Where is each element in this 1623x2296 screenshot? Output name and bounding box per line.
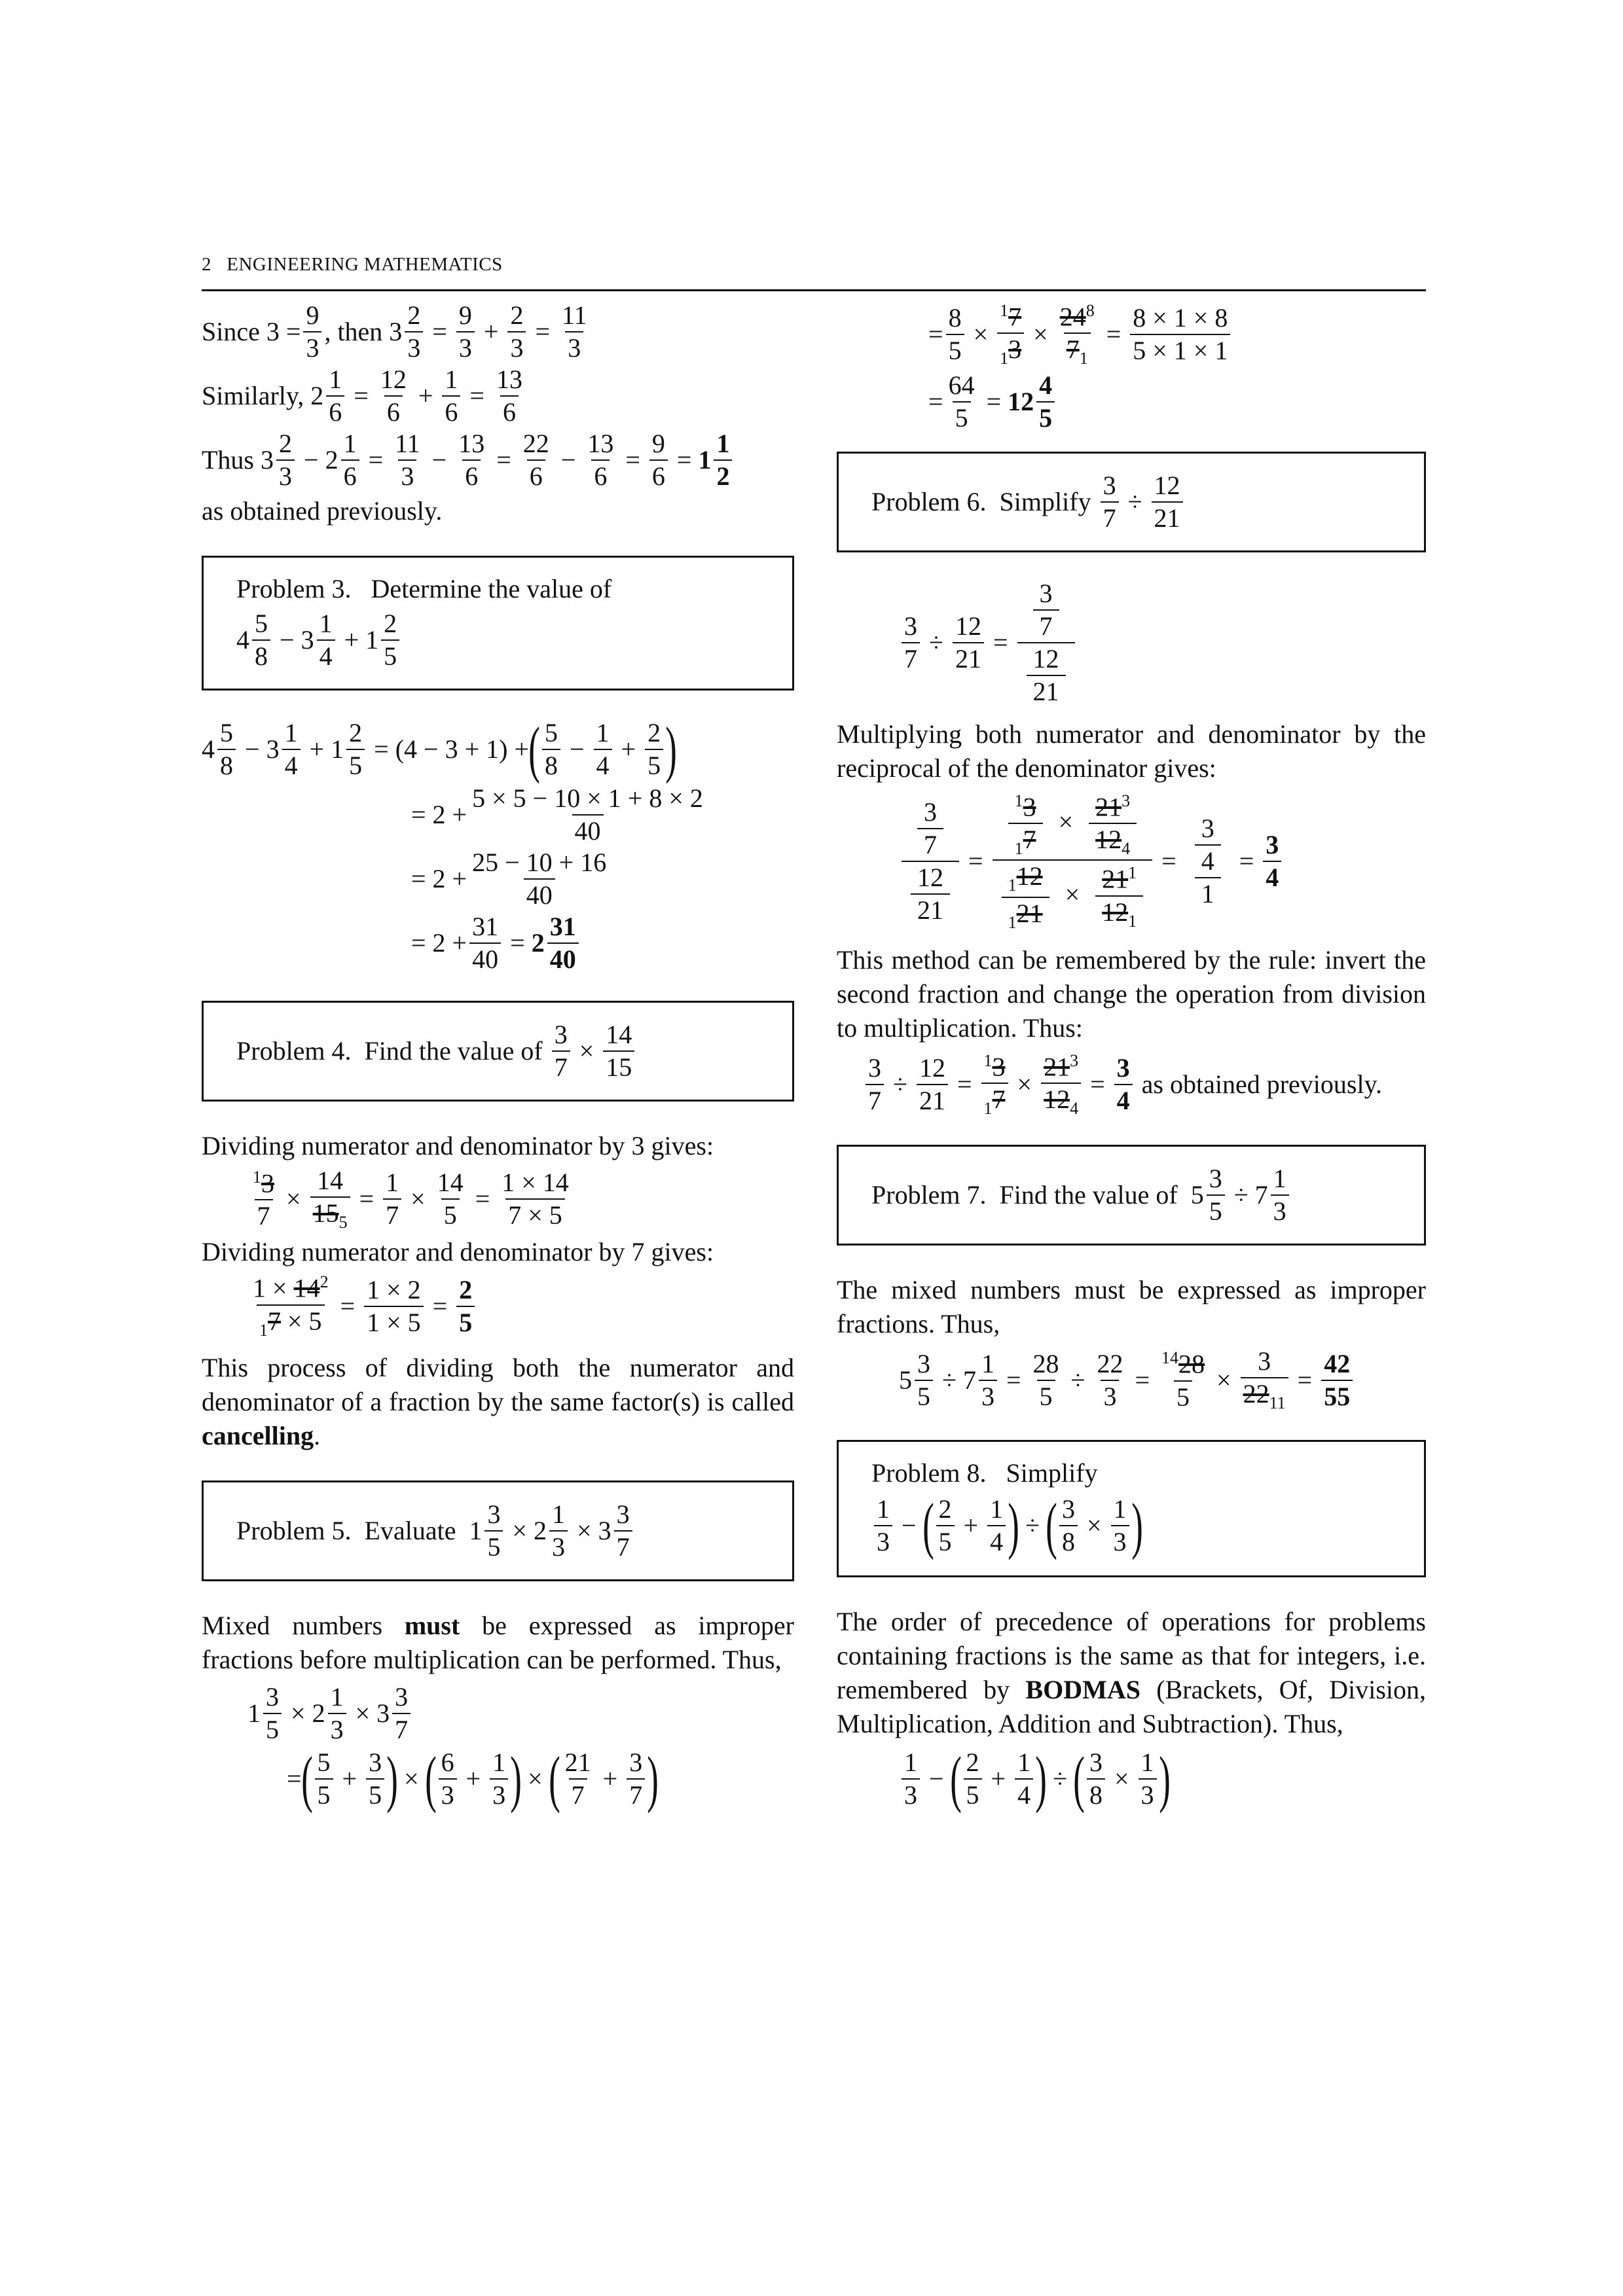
problem-3-expression: 4 $\frac{5}{8}$ − 3 $\frac{1}{4}$ + 1 $\frac{2}{5}$: [236, 610, 759, 670]
problem-3-text: Determine the value of: [371, 574, 612, 603]
problem-5-box: Problem 5. Evaluate 1 $\frac{3}{5}$ × 2 $\frac{1}{3}$ × 3 $\frac{3}{7}$: [202, 1480, 794, 1581]
header-rule: [202, 289, 1426, 291]
problem-3-solution-line-1: 4 $\frac{5}{8}$ − 3 $\frac{1}{4}$ + 1 $\frac{2}{5}$ = (4 − 3 + 1) + ( $\frac{5}{8}$ − $\frac{1}{4}$ + $\frac{2}{5}$ ): [202, 714, 677, 784]
mixed-numbers-paragraph: Mixed numbers must be expressed as improper fractions before multiplication can be performed. Thus,: [202, 1610, 795, 1674]
problem-3-solution-line-3: = 2 + $\frac{25 - 10 + 16}{40}$: [411, 848, 607, 910]
problem-8-label: Problem 8.: [871, 1458, 987, 1488]
as-obtained-right: as obtained previously.: [1141, 1069, 1382, 1100]
problem-6-solution-line-1: $\frac{3}{7}$ ÷ $\frac{12}{21}$ = $\frac{\frac{3}{7}}{\frac{12}{21}}$: [899, 580, 1426, 706]
problem-6-label: Problem 6.: [871, 486, 987, 516]
similarly-equation: Similarly, 2 $\frac{1}{6}$ = $\frac{12}{6}$ + $\frac{1}{6}$ = $\frac{13}{6}$: [202, 365, 522, 427]
problem-7-box: Problem 7. Find the value of 5 $\frac{3}{5}$ ÷ 7 $\frac{1}{3}$: [837, 1145, 1426, 1246]
mixed-improper-paragraph: The mixed numbers must be expressed as improper fractions. Thus,: [837, 1275, 1426, 1339]
problem-4-label: Problem 4.: [236, 1036, 352, 1066]
problem-7-label: Problem 7.: [871, 1180, 987, 1210]
problem-5-solution-line-1: 1 $\frac{3}{5}$ × 2 $\frac{1}{3}$ × 3 $\frac{3}{7}$: [247, 1683, 794, 1744]
problem-3-box: [202, 556, 794, 691]
problem-4-box: Problem 4. Find the value of $\frac{3}{7}$ × $\frac{14}{15}$: [202, 1001, 794, 1102]
cancelling-term: cancelling: [202, 1420, 314, 1450]
dividing-by-7-equation: $\frac{1 \times 14^2}{_17 \times 5}$ = $\frac{1 \times 2}{1 \times 5}$ = $\frac{2}{5}$: [247, 1273, 794, 1339]
left-column: [202, 298, 794, 1814]
problem-3-solution-line-2: = 2 + $\frac{5 \times 5 - 10 \times 1 + 8 \times 2}{40}$: [411, 783, 703, 846]
dividing-by-7-text: Dividing numerator and denominator by 7 gives:: [202, 1237, 714, 1267]
problem-5-solution-line-4: = $\frac{64}{5}$ = 12 $\frac{4}{5}$: [928, 372, 1426, 432]
problem-8-expression: $\frac{1}{3}$ − ( $\frac{2}{5}$ + $\frac{1}{4}$ ) ÷ ( $\frac{3}{8}$ × $\frac{1}{3}$ ): [871, 1494, 1391, 1557]
problem-5-solution-line-3: = $\frac{8}{5}$ × $\frac{^17}{_13}$ × $\frac{24^8}{7_1}$ = $\frac{8 \times 1 \times 8}{5 \times 1 \times 1}$: [928, 302, 1426, 368]
dividing-by-3-equation: $\frac{^13}{7}$ × $\frac{14}{15_5}$ = $\frac{1}{7}$ × $\frac{14}{5}$ = $\frac{1 \times 14}{7 \times 5}$: [253, 1166, 569, 1232]
problem-6-solution-line-3: $\frac{3}{7}$ ÷ $\frac{12}{21}$ = $\frac{^13}{_17}$ × $\frac{21^3}{12_4}$ = $\frac{3}{4}$ as obtained previously.: [863, 1052, 1426, 1118]
problem-6-solution-line-2: $\frac{\frac{3}{7}}{\frac{12}{21}}$ = $\frac{^13}{_17}$ × $\frac{21^3}{12_4}$ $\frac{_112}{_121}$ × $\frac{21^1}{12_1}$ = $\frac{\frac{3}{4}}{1}$ = $\frac{3}{4}$: [899, 792, 1426, 931]
cancelling-paragraph: This process of dividing both the numerator and denominator of a fraction by the same factor(s) is called cancelling.: [202, 1352, 794, 1450]
page-number: 2: [202, 254, 211, 275]
bodmas-paragraph: The order of precedence of operations for problems containing fractions is the same as that for integers, i.e. remembered by BODMAS (Brackets, Of, Division, Multiplication, Addition and Subtraction). Thus,: [837, 1606, 1427, 1738]
dividing-by-3-text: Dividing numerator and denominator by 3 gives:: [202, 1131, 714, 1160]
problem-4-text: Find the value of: [364, 1036, 543, 1066]
problem-8-box: [837, 1440, 1426, 1577]
problem-8-text: Simplify: [1006, 1458, 1098, 1488]
problem-7-text: Find the value of: [999, 1180, 1178, 1210]
problem-5-text: Evaluate: [364, 1515, 456, 1545]
problem-3-solution-line-4: = 2 + $\frac{31}{40}$ = 2 $\frac{31}{40}$: [411, 913, 794, 973]
right-column: [837, 298, 1426, 1814]
problem-6-box: Problem 6. Simplify $\frac{3}{7}$ ÷ $\frac{12}{21}$: [837, 452, 1426, 552]
invert-rule-paragraph: This method can be remembered by the rule: invert the second fraction and change the operation from division to multiplication. Thus:: [837, 944, 1426, 1043]
problem-6-text: Simplify: [999, 486, 1091, 516]
multiplying-paragraph: Multiplying both numerator and denominator by the reciprocal of the denominator gives:: [837, 719, 1426, 783]
problem-5-label: Problem 5.: [236, 1515, 352, 1545]
book-title: ENGINEERING MATHEMATICS: [227, 254, 503, 275]
as-obtained-text: as obtained previously.: [202, 496, 443, 526]
problem-5-solution-line-2: = ( $\frac{5}{5}$ + $\frac{3}{5}$ ) × ( $\frac{6}{3}$ + $\frac{1}{3}$ ) × ( $\frac{21}{7}$ + $\frac{3}{7}$ ): [287, 1743, 659, 1814]
since-equation: Since 3 = $\frac{9}{3}$ , then 3 $\frac{2}{3}$ = $\frac{9}{3}$ + $\frac{2}{3}$ = $\frac{11}{3}$: [202, 300, 587, 363]
problem-7-solution: 5 $\frac{3}{5}$ ÷ 7 $\frac{1}{3}$ = $\frac{28}{5}$ ÷ $\frac{22}{3}$ = $\frac{^{14}28}{5}$ × $\frac{3}{22_{11}}$ = $\frac{42}{55}$: [899, 1348, 1426, 1412]
page-header: [202, 254, 1426, 276]
bodmas-term: BODMAS: [1025, 1674, 1140, 1704]
problem-3-label: Problem 3.: [236, 574, 352, 603]
problem-8-solution: $\frac{1}{3}$ − ( $\frac{2}{5}$ + $\frac{1}{4}$ ) ÷ ( $\frac{3}{8}$ × $\frac{1}{3}$ ): [899, 1748, 1426, 1810]
thus-equation: Thus 3 $\frac{2}{3}$ − 2 $\frac{1}{6}$ = $\frac{11}{3}$ − $\frac{13}{6}$ = $\frac{22}{6}$ − $\frac{13}{6}$ = $\frac{9}{6}$ = 1 $\frac{1}{2}$: [202, 430, 794, 490]
